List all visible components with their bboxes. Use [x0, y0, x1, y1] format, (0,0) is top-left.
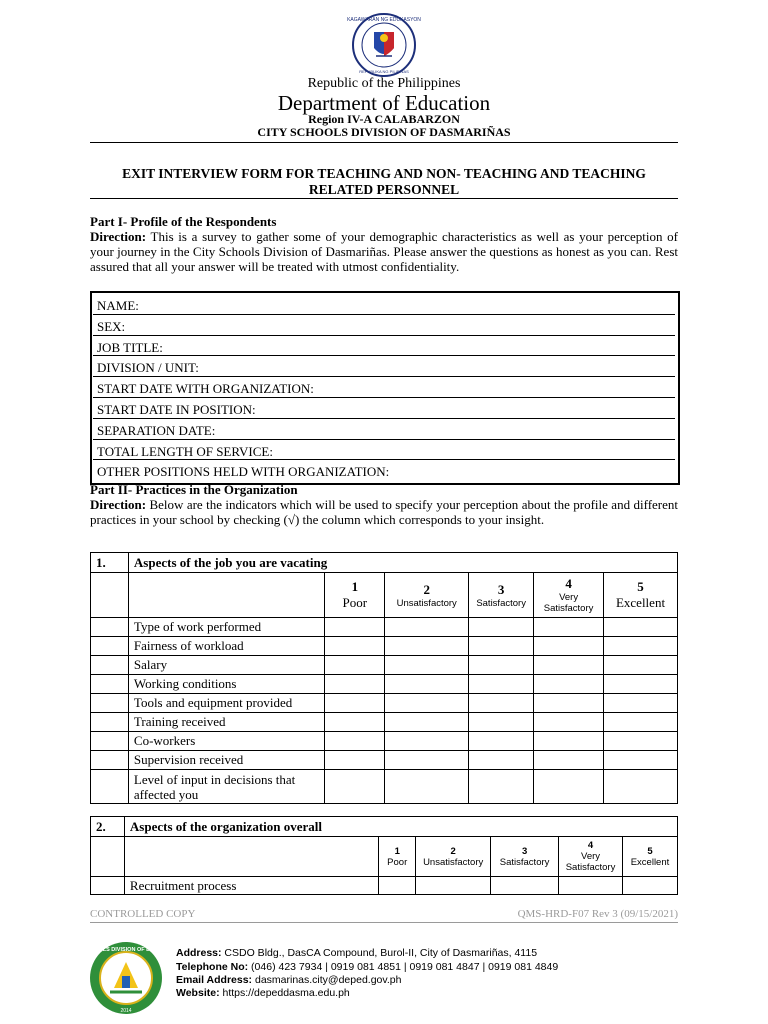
part2-direction	[90, 497, 678, 527]
rating-cell[interactable]	[325, 618, 385, 637]
rating-cell[interactable]	[469, 770, 534, 804]
rating-cell[interactable]	[325, 732, 385, 751]
profile-field-name[interactable]: NAME:	[93, 294, 675, 315]
website-label: Website:	[176, 987, 220, 999]
table1-item: Type of work performed	[128, 618, 325, 637]
profile-field-start-date-org[interactable]: START DATE WITH ORGANIZATION:	[93, 377, 675, 398]
table2-rating-label: Poor	[387, 856, 408, 868]
rating-cell[interactable]	[385, 694, 469, 713]
table1-rating-num: 5	[637, 579, 644, 594]
rating-cell[interactable]	[534, 656, 604, 675]
rating-cell[interactable]	[604, 751, 678, 770]
table1-item: Working conditions	[128, 675, 325, 694]
table2-rating-label: Very Satisfactory	[565, 851, 616, 873]
table1-item: Supervision received	[128, 751, 325, 770]
rating-cell[interactable]	[325, 770, 385, 804]
table1-item: Salary	[128, 656, 325, 675]
rating-cell[interactable]	[385, 713, 469, 732]
rating-cell[interactable]	[325, 675, 385, 694]
address-label: Address:	[176, 947, 222, 959]
rating-cell[interactable]	[604, 618, 678, 637]
table1-item: Fairness of workload	[128, 637, 325, 656]
profile-table	[93, 294, 675, 481]
table2-rating-label: Unsatisfactory	[423, 856, 484, 868]
logo-text: CITY SCHOOLS DIVISION OF DASMARIÑAS	[68, 947, 184, 953]
division-text: CITY SCHOOLS DIVISION OF DASMARIÑAS	[257, 125, 511, 139]
website-value[interactable]: https://depeddasma.edu.ph	[219, 987, 350, 999]
part1-direction-label: Direction:	[90, 229, 147, 244]
table2-item: Recruitment process	[124, 877, 378, 895]
rating-cell[interactable]	[385, 751, 469, 770]
rating-cell[interactable]	[325, 656, 385, 675]
rating-cell[interactable]	[604, 656, 678, 675]
rating-cell[interactable]	[559, 877, 623, 895]
footer-divider	[90, 922, 678, 923]
address-value: CSDO Bldg., DasCA Compound, Burol-II, City of Dasmariñas, 4115	[221, 947, 538, 959]
rating-cell[interactable]	[469, 618, 534, 637]
rating-cell[interactable]	[385, 618, 469, 637]
table1-rating-num: 2	[423, 581, 430, 597]
rating-cell[interactable]	[385, 675, 469, 694]
seal-text: KAGAWARAN NG EDUKASYON	[347, 17, 421, 23]
rating-cell[interactable]	[623, 877, 678, 895]
rating-cell[interactable]	[534, 751, 604, 770]
rating-cell[interactable]	[416, 877, 491, 895]
seal-bottom-text: REPUBLIKA NG PILIPINAS	[359, 69, 409, 74]
table2-rating-num: 5	[647, 845, 653, 857]
rating-cell[interactable]	[469, 694, 534, 713]
part1-direction	[90, 229, 678, 274]
profile-field-separation-date[interactable]: SEPARATION DATE:	[93, 419, 675, 440]
table2-number: 2.	[91, 817, 125, 837]
rating-cell[interactable]	[469, 675, 534, 694]
division-logo	[68, 940, 184, 1016]
part2-title: Part II- Practices in the Organization	[90, 482, 298, 497]
rating-cell[interactable]	[325, 751, 385, 770]
rating-cell[interactable]	[604, 637, 678, 656]
rating-cell[interactable]	[534, 732, 604, 751]
department-title: Department of Education	[277, 91, 491, 115]
rating-cell[interactable]	[325, 713, 385, 732]
logo-year: 2014	[120, 1008, 132, 1014]
rating-cell[interactable]	[379, 877, 416, 895]
table2-rating-num: 4	[587, 840, 594, 851]
part1-title: Part I- Profile of the Respondents	[90, 214, 277, 229]
profile-field-sex[interactable]: SEX:	[93, 315, 675, 336]
rating-cell[interactable]	[604, 675, 678, 694]
footer-website	[176, 987, 350, 999]
deped-seal-logo	[344, 12, 424, 78]
qms-code: QMS-HRD-F07 Rev 3 (09/15/2021)	[517, 908, 678, 920]
rating-cell[interactable]	[385, 732, 469, 751]
rating-cell[interactable]	[385, 637, 469, 656]
rating-cell[interactable]	[534, 618, 604, 637]
profile-field-other-positions[interactable]: OTHER POSITIONS HELD WITH ORGANIZATION:	[97, 464, 390, 480]
table1-number: 1.	[91, 553, 129, 573]
title-divider	[90, 198, 678, 199]
profile-field-length-of-service[interactable]: TOTAL LENGTH OF SERVICE:	[93, 440, 675, 461]
rating-cell[interactable]	[534, 675, 604, 694]
profile-field-job-title[interactable]: JOB TITLE:	[93, 336, 675, 357]
rating-cell[interactable]	[469, 637, 534, 656]
footer-address	[176, 947, 537, 959]
table2-rating-num: 2	[450, 845, 456, 857]
rating-cell[interactable]	[325, 694, 385, 713]
table1-title: Aspects of the job you are vacating	[128, 553, 677, 573]
part2-direction-label: Direction:	[90, 497, 147, 512]
controlled-copy-label: CONTROLLED COPY	[90, 908, 196, 920]
profile-field-division[interactable]: DIVISION / UNIT:	[93, 356, 675, 377]
rating-cell[interactable]	[385, 656, 469, 675]
table1-item: Level of input in decisions that affected you	[128, 770, 325, 804]
table1-rating-label: Unsatisfactory	[396, 597, 457, 609]
rating-cell[interactable]	[469, 732, 534, 751]
table1-rating-label: Satisfactory	[476, 597, 526, 609]
part2-direction-text: Below are the indicators which will be used to specify your perception about the profile and different practices in your school by checking (√) the column which corresponds to your insight.	[90, 497, 678, 527]
form-title-line1: EXIT INTERVIEW FORM FOR TEACHING AND NON- TEACHING AND TEACHING	[122, 166, 646, 181]
rating-cell[interactable]	[534, 770, 604, 804]
rating-cell[interactable]	[385, 770, 469, 804]
rating-cell[interactable]	[604, 713, 678, 732]
rating-cell[interactable]	[534, 694, 604, 713]
rating-cell[interactable]	[534, 637, 604, 656]
job-aspects-table	[90, 552, 678, 804]
rating-cell[interactable]	[325, 637, 385, 656]
email-label: Email Address:	[176, 974, 253, 986]
form-title-line2: RELATED PERSONNEL	[308, 182, 460, 197]
table1-rating-num: 1	[351, 579, 359, 594]
header-divider	[90, 142, 678, 143]
table2-rating-label: Satisfactory	[499, 856, 550, 868]
table2-rating-label: Excellent	[630, 856, 670, 868]
profile-field-start-date-position[interactable]: START DATE IN POSITION:	[93, 398, 675, 419]
rating-cell[interactable]	[491, 877, 559, 895]
email-value[interactable]: dasmarinas.city@deped.gov.ph	[252, 974, 402, 986]
table1-item: Tools and equipment provided	[128, 694, 325, 713]
rating-cell[interactable]	[469, 713, 534, 732]
table2-rating-num: 3	[521, 845, 528, 857]
rating-cell[interactable]	[604, 770, 678, 804]
table2-title: Aspects of the organization overall	[124, 817, 677, 837]
region-text: Region IV-A CALABARZON	[308, 112, 460, 126]
part1-direction-text: This is a survey to gather some of your demographic characteristics as well as your perception of your journey in the City Schools Division of Dasmariñas. Please answer the questions as honest as you can. Rest assured that all your answer will be treated with utmost confidentiality.	[90, 229, 678, 274]
organization-aspects-table	[90, 816, 678, 895]
table1-rating-label: Very Satisfactory	[543, 592, 594, 614]
form-title	[90, 166, 678, 198]
table1-item: Training received	[128, 713, 325, 732]
footer-telephone	[176, 961, 558, 973]
rating-cell[interactable]	[534, 713, 604, 732]
rating-cell[interactable]	[469, 751, 534, 770]
telephone-label: Telephone No:	[176, 961, 249, 973]
telephone-value: (046) 423 7934 | 0919 081 4851 | 0919 081 4847 | 0919 081 4849	[248, 961, 559, 973]
footer-email	[176, 974, 401, 986]
table1-rating-num: 3	[497, 581, 505, 597]
republic-text: Republic of the Philippines	[307, 76, 461, 91]
table2-rating-num: 1	[394, 845, 400, 857]
rating-cell[interactable]	[469, 656, 534, 675]
table1-rating-label: Poor	[342, 595, 368, 610]
table1-rating-num: 4	[565, 576, 572, 591]
table1-item: Co-workers	[128, 732, 325, 751]
rating-cell[interactable]	[604, 732, 678, 751]
table1-rating-label: Excellent	[615, 595, 666, 610]
rating-cell[interactable]	[604, 694, 678, 713]
